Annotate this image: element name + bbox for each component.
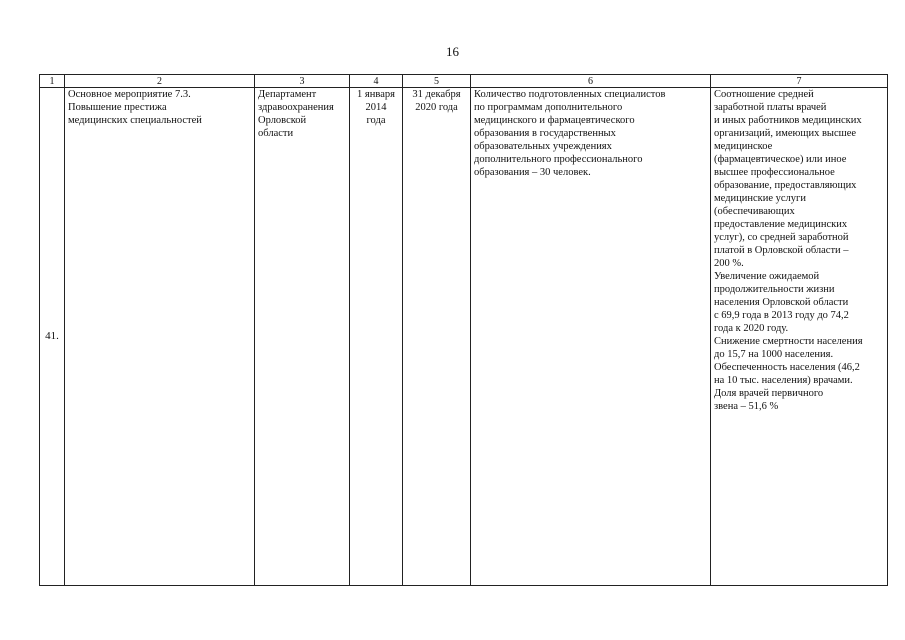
event-line: медицинских специальностей — [68, 115, 202, 126]
indicator-line: заработной платы врачей — [714, 102, 827, 113]
program-table — [39, 74, 888, 586]
header-col-1: 1 — [40, 75, 65, 88]
start-date-cell — [350, 88, 403, 586]
result-line: медицинского и фармацевтического — [474, 115, 635, 126]
indicators-cell — [711, 88, 888, 586]
row-number: 41. — [40, 88, 65, 586]
end-date-line: 31 декабря — [412, 89, 461, 100]
indicator-line: до 15,7 на 1000 населения. — [714, 349, 834, 360]
result-line: дополнительного профессионального — [474, 154, 643, 165]
result-line: образования – 30 человек. — [474, 167, 591, 178]
header-col-5: 5 — [403, 75, 471, 88]
executor-line: Департамент — [258, 89, 317, 100]
executor-line: Орловской — [258, 115, 307, 126]
indicator-line: Увеличение ожидаемой — [714, 271, 820, 282]
event-cell — [65, 88, 255, 586]
result-line: образовательных учреждениях — [474, 141, 612, 152]
indicator-line: и иных работников медицинских — [714, 115, 862, 126]
table-row — [40, 88, 888, 586]
indicator-line: с 69,9 года в 2013 году до 74,2 — [714, 310, 849, 321]
indicator-line: платой в Орловской области – — [714, 245, 849, 256]
header-col-6: 6 — [471, 75, 711, 88]
result-line: Количество подготовленных специалистов — [474, 89, 666, 100]
event-line: Основное мероприятие 7.3. — [68, 89, 191, 100]
result-line: образования в государственных — [474, 128, 616, 139]
executor-cell — [255, 88, 350, 586]
indicator-line: высшее профессиональное — [714, 167, 835, 178]
indicator-line: звена – 51,6 % — [714, 401, 779, 412]
executor-line: области — [258, 128, 294, 139]
indicator-line: Соотношение средней — [714, 89, 814, 100]
executor-line: здравоохранения — [258, 102, 334, 113]
indicator-line: (фармацевтическое) или иное — [714, 154, 847, 165]
indicator-line: продолжительности жизни — [714, 284, 835, 295]
end-date-cell — [403, 88, 471, 586]
event-line: Повышение престижа — [68, 102, 167, 113]
end-date-line: 2020 года — [415, 102, 458, 113]
indicator-line: Снижение смертности населения — [714, 336, 863, 347]
indicator-line: на 10 тыс. населения) врачами. — [714, 375, 853, 386]
indicator-line: Доля врачей первичного — [714, 388, 824, 399]
start-date-line: 2014 — [365, 102, 387, 113]
indicator-line: Обеспеченность населения (46,2 — [714, 362, 860, 373]
header-col-2: 2 — [65, 75, 255, 88]
start-date-line: 1 января — [357, 89, 395, 100]
start-date-line: года — [366, 115, 386, 126]
header-col-7: 7 — [711, 75, 888, 88]
indicator-line: 200 %. — [714, 258, 744, 269]
result-line: по программам дополнительного — [474, 102, 623, 113]
indicator-line: образование, предоставляющих — [714, 180, 857, 191]
page-number: 16 — [446, 44, 459, 59]
indicator-line: (обеспечивающих — [714, 206, 795, 217]
indicator-line: населения Орловской области — [714, 297, 849, 308]
result-cell — [471, 88, 711, 586]
indicator-line: организаций, имеющих высшее — [714, 128, 857, 139]
header-col-4: 4 — [350, 75, 403, 88]
indicator-line: года к 2020 году. — [714, 323, 789, 334]
indicator-line: медицинское — [714, 141, 773, 152]
header-col-3: 3 — [255, 75, 350, 88]
indicator-line: медицинские услуги — [714, 193, 806, 204]
header-row — [40, 75, 888, 88]
indicator-line: предоставление медицинских — [714, 219, 848, 230]
indicator-line: услуг), со средней заработной — [714, 232, 849, 243]
